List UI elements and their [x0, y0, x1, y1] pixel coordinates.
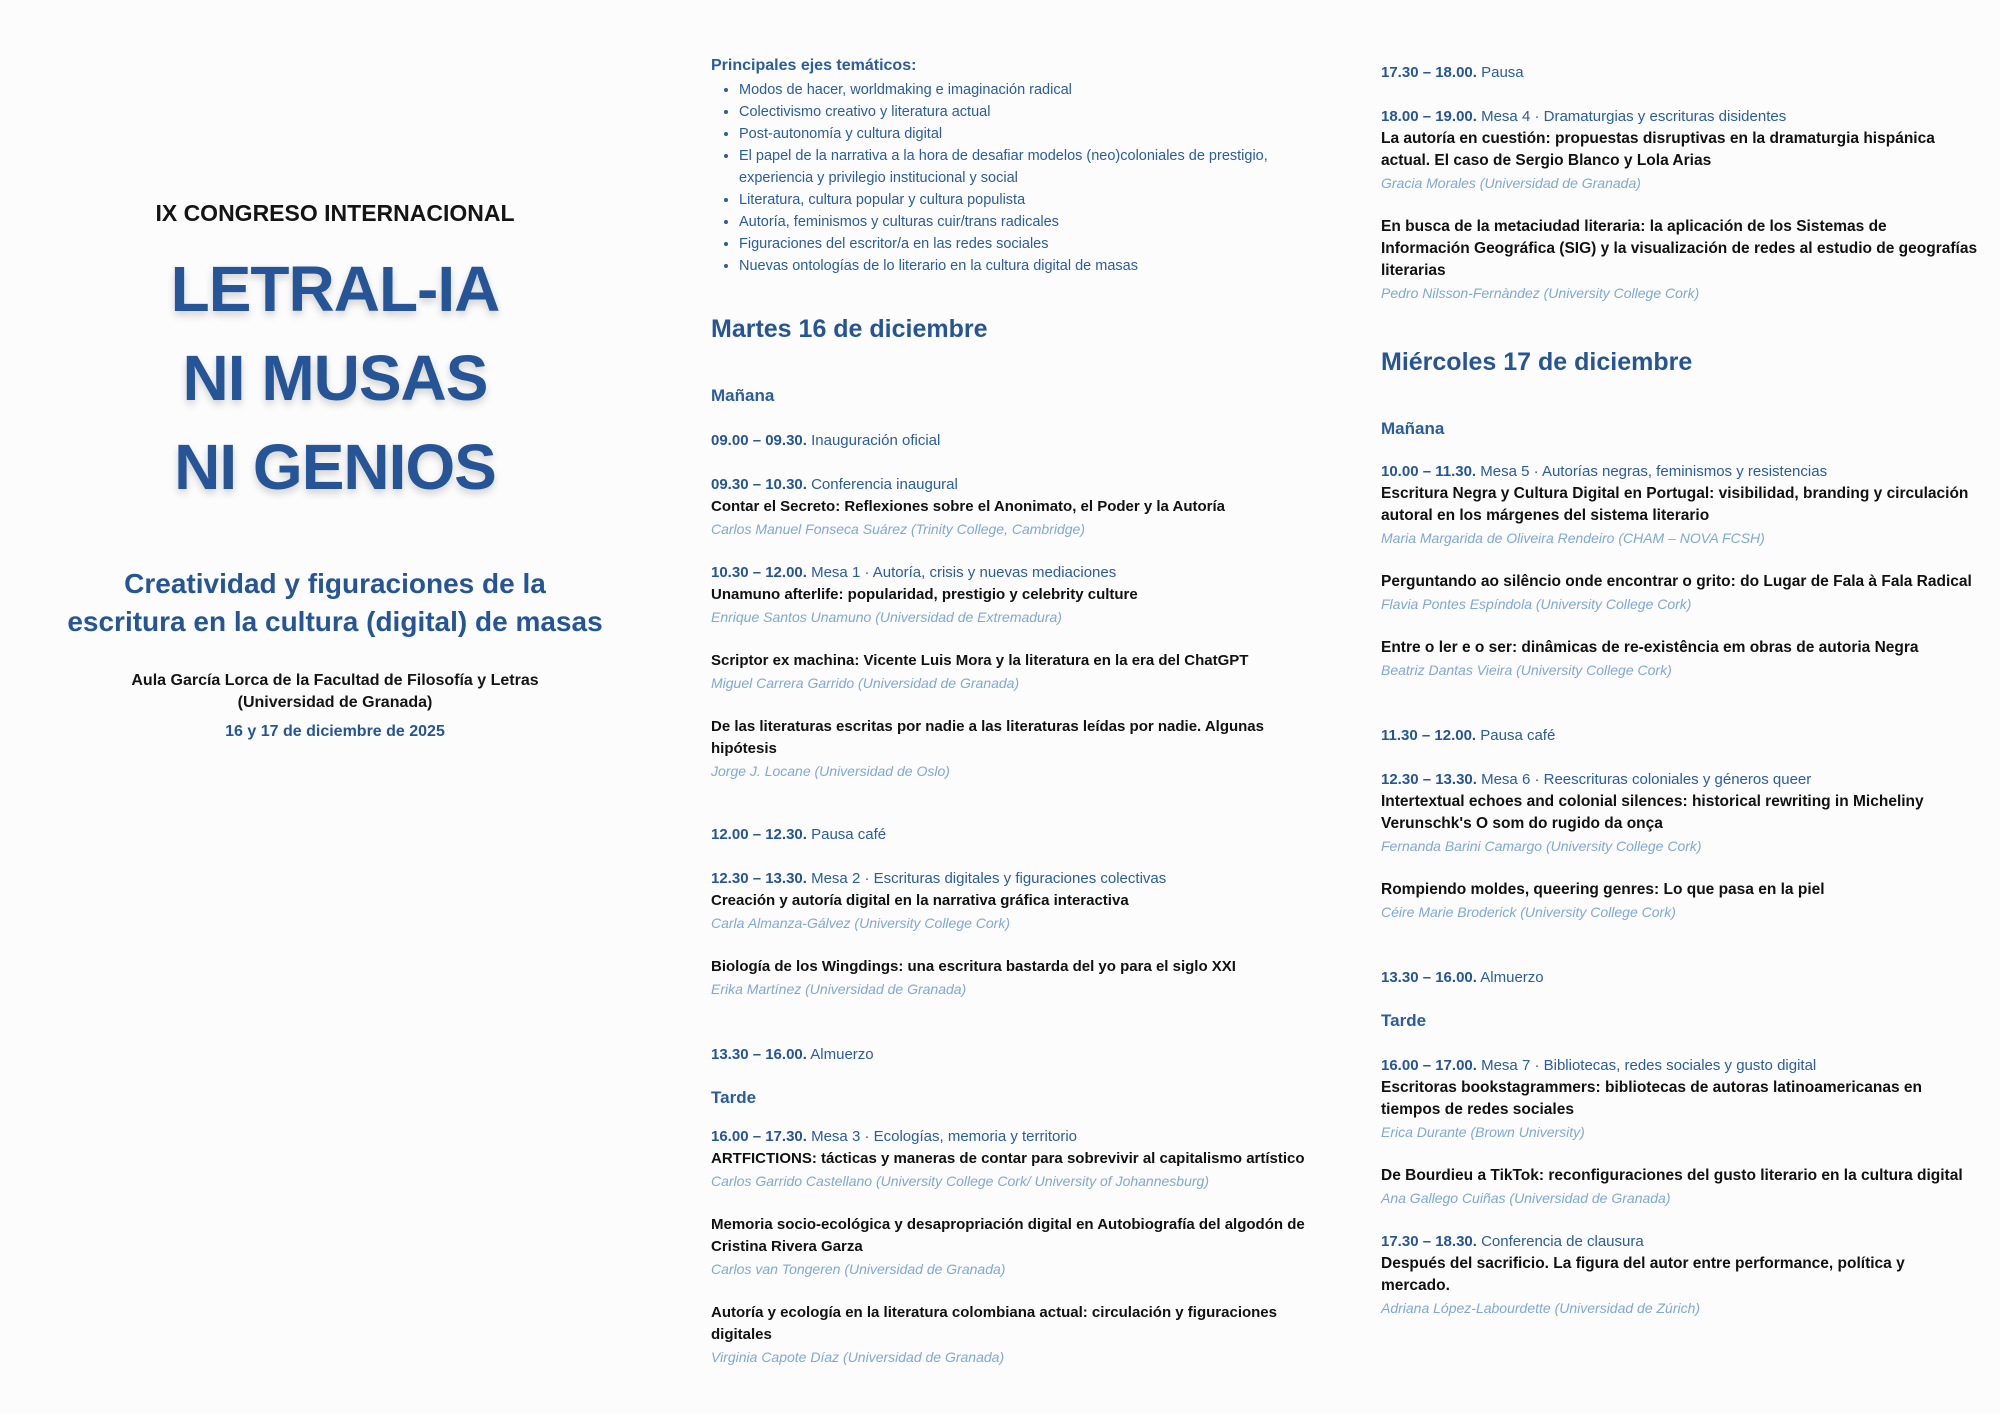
- slot-time: 16.00 – 17.00.: [1381, 1057, 1477, 1074]
- program-column-tuesday: [711, 57, 1311, 1368]
- talk-title: Scriptor ex machina: Vicente Luis Mora y la literatura en la era del ChatGPT: [711, 652, 1249, 669]
- venue-line: (Universidad de Granada): [237, 694, 433, 711]
- talk-title: De las literaturas escritas por nadie a las literaturas leídas por nadie. Algunas hipótesis: [711, 718, 1264, 757]
- slot-label: Mesa 7 · Bibliotecas, redes sociales y gusto digital: [1481, 1057, 1817, 1074]
- talk-title: Unamuno afterlife: popularidad, prestigio y celebrity culture: [711, 586, 1138, 603]
- title-line: NI MUSAS: [182, 342, 488, 414]
- list-item: • Modos de hacer, worldmaking e imaginación radical: [739, 79, 1311, 101]
- slot-label: Mesa 3 · Ecologías, memoria y territorio: [811, 1128, 1078, 1145]
- list-item: • El papel de la narrativa a la hora de desafiar modelos (neo)coloniales de prestigio, experiencia y privilegio institucional y social: [739, 145, 1311, 189]
- slot-time: 11.30 – 12.00.: [1381, 727, 1477, 744]
- talk-title: tiempos de redes sociales: [1381, 1101, 1574, 1118]
- slot-label: Mesa 5 · Autorías negras, feminismos y resistencias: [1480, 463, 1828, 480]
- venue-line: Aula García Lorca de la Facultad de Filosofía y Letras: [131, 672, 539, 689]
- axes-list: [711, 79, 1311, 277]
- slot-label: Conferencia de clausura: [1481, 1233, 1644, 1250]
- talk-title: La autoría en cuestión: propuestas disruptivas en la dramaturgia hispánica: [1381, 130, 1935, 147]
- schedule-block: [1381, 769, 1981, 923]
- talk-author: Beatriz Dantas Vieira (University College Cork): [1381, 662, 1672, 678]
- talk-title: Verunschk's O som do rugido da onça: [1381, 815, 1663, 832]
- list-item: • Literatura, cultura popular y cultura populista: [739, 189, 1311, 211]
- congress-label: IX CONGRESO INTERNACIONAL: [155, 200, 515, 226]
- talk-author: Carla Almanza-Gálvez (University College Cork): [711, 915, 1011, 931]
- day-heading: Miércoles 17 de diciembre: [1381, 348, 1693, 376]
- schedule-slot: [711, 824, 1311, 846]
- subtitle: [0, 565, 670, 641]
- slot-time: 13.30 – 16.00.: [1381, 969, 1477, 986]
- venue: [0, 670, 670, 714]
- talk-title: Creación y autoría digital en la narrativa gráfica interactiva: [711, 892, 1129, 909]
- slot-label: Conferencia inaugural: [811, 476, 958, 493]
- schedule-slot: [1381, 967, 1981, 989]
- slot-time: 17.30 – 18.30.: [1381, 1233, 1477, 1250]
- talk-title: Contar el Secreto: Reflexiones sobre el Anonimato, el Poder y la Autoría: [711, 498, 1226, 515]
- slot-label: Pausa: [1481, 64, 1524, 81]
- schedule-block: [1381, 1231, 1981, 1319]
- talk-title: Cristina Rivera Garza: [711, 1238, 863, 1255]
- slot-label: Pausa café: [1480, 727, 1556, 744]
- talk-author: Miguel Carrera Garrido (Universidad de Granada): [711, 675, 1020, 691]
- schedule-block: [711, 1126, 1311, 1368]
- talk-author: Carlos Manuel Fonseca Suárez (Trinity College, Cambridge): [711, 521, 1086, 537]
- talk-title: Biología de los Wingdings: una escritura bastarda del yo para el siglo XXI: [711, 958, 1236, 975]
- schedule-block: [1381, 1055, 1981, 1209]
- talk-author: Carlos Garrido Castellano (University College Cork/ University of Johannesburg): [711, 1173, 1209, 1189]
- slot-time: 10.30 – 12.00.: [711, 564, 807, 581]
- slot-time: 18.00 – 19.00.: [1381, 108, 1477, 125]
- talk-author: Virginia Capote Díaz (Universidad de Granada): [711, 1349, 1005, 1365]
- talk-author: Ana Gallego Cuiñas (Universidad de Granada): [1381, 1190, 1671, 1206]
- talk-author: Flavia Pontes Espíndola (University College Cork): [1381, 596, 1692, 612]
- program-column-wednesday: [1381, 62, 1981, 1319]
- talk-title: autoral en los márgenes del sistema literario: [1381, 507, 1710, 524]
- talk-author: Enrique Santos Unamuno (Universidad de Extremadura): [711, 609, 1062, 625]
- slot-label: Almuerzo: [810, 1046, 874, 1063]
- main-title: [0, 245, 670, 512]
- slot-time: 09.30 – 10.30.: [711, 476, 807, 493]
- list-item: • Post-autonomía y cultura digital: [739, 123, 1311, 145]
- schedule-block: [1381, 106, 1981, 304]
- schedule-block: [711, 474, 1311, 540]
- slot-time: 16.00 – 17.30.: [711, 1128, 807, 1145]
- day-heading: Martes 16 de diciembre: [711, 315, 988, 343]
- schedule-block: [1381, 461, 1981, 681]
- schedule-block: [711, 868, 1311, 1000]
- slot-label: Mesa 6 · Reescrituras coloniales y géneros queer: [1481, 771, 1812, 788]
- list-item: • Figuraciones del escritor/a en las redes sociales: [739, 233, 1311, 255]
- slot-time: 12.30 – 13.30.: [711, 870, 807, 887]
- talk-author: Adriana López-Labourdette (Universidad de Zúrich): [1381, 1300, 1701, 1316]
- slot-time: 13.30 – 16.00.: [711, 1046, 807, 1063]
- talk-author: Erika Martínez (Universidad de Granada): [711, 981, 967, 997]
- talk-title: Después del sacrificio. La figura del autor entre performance, política y: [1381, 1255, 1905, 1272]
- slot-label: Mesa 1 · Autoría, crisis y nuevas mediaciones: [811, 564, 1117, 581]
- slot-label: Inauguración oficial: [811, 432, 941, 449]
- talk-title: Memoria socio-ecológica y desapropriación digital en Autobiografía del algodón de: [711, 1216, 1305, 1233]
- list-item: • Autoría, feminismos y culturas cuir/trans radicales: [739, 211, 1311, 233]
- schedule-block: [711, 562, 1311, 782]
- section-heading: Tarde: [711, 1088, 757, 1107]
- schedule-slot: [711, 1044, 1311, 1066]
- slot-label: Pausa café: [811, 826, 887, 843]
- schedule-slot: [711, 430, 1311, 452]
- section-heading: Mañana: [711, 386, 775, 405]
- list-item: • Nuevas ontologías de lo literario en la cultura digital de masas: [739, 255, 1311, 277]
- talk-title: Escritoras bookstagrammers: bibliotecas de autoras latinoamericanas en: [1381, 1079, 1922, 1096]
- slot-time: 12.00 – 12.30.: [711, 826, 807, 843]
- slot-label: Mesa 2 · Escrituras digitales y figuraciones colectivas: [811, 870, 1167, 887]
- talk-title: Escritura Negra y Cultura Digital en Portugal: visibilidad, branding y circulación: [1381, 485, 1969, 502]
- talk-author: Céire Marie Broderick (University College Cork): [1381, 904, 1676, 920]
- talk-title: literarias: [1381, 262, 1446, 279]
- list-item: • Colectivismo creativo y literatura actual: [739, 101, 1311, 123]
- talk-author: Pedro Nilsson-Fernàndez (University College Cork): [1381, 285, 1700, 301]
- talk-title: Autoría y ecología en la literatura colombiana actual: circulación y figuraciones digitales: [711, 1304, 1277, 1343]
- event-dates: 16 y 17 de diciembre de 2025: [225, 723, 445, 740]
- schedule-slot: [1381, 62, 1981, 84]
- talk-title: ARTFICTIONS: tácticas y maneras de contar para sobrevivir al capitalismo artístico: [711, 1150, 1305, 1167]
- talk-title: mercado.: [1381, 1277, 1450, 1294]
- talk-title: Entre o ler e o ser: dinâmicas de re-existência em obras de autoria Negra: [1381, 639, 1919, 656]
- section-heading: Mañana: [1381, 419, 1445, 438]
- talk-title: Intertextual echoes and colonial silences: historical rewriting in Micheliny: [1381, 793, 1924, 810]
- talk-title: actual. El caso de Sergio Blanco y Lola Arias: [1381, 152, 1712, 169]
- title-line: LETRAL-IA: [170, 253, 500, 325]
- slot-time: 10.00 – 11.30.: [1381, 463, 1477, 480]
- schedule-slot: [1381, 725, 1981, 747]
- talk-author: Erica Durante (Brown University): [1381, 1124, 1585, 1140]
- talk-title: Información Geográfica (SIG) y la visualización de redes al estudio de geografías: [1381, 240, 1978, 257]
- talk-author: Jorge J. Locane (Universidad de Oslo): [711, 763, 950, 779]
- slot-time: 09.00 – 09.30.: [711, 432, 807, 449]
- talk-title: De Bourdieu a TikTok: reconfiguraciones del gusto literario en la cultura digital: [1381, 1167, 1963, 1184]
- slot-time: 12.30 – 13.30.: [1381, 771, 1477, 788]
- slot-time: 17.30 – 18.00.: [1381, 64, 1477, 81]
- talk-title: Rompiendo moldes, queering genres: Lo que pasa en la piel: [1381, 881, 1825, 898]
- talk-author: Gracia Morales (Universidad de Granada): [1381, 175, 1641, 191]
- cover-panel: [0, 0, 670, 1414]
- axes-title: Principales ejes temáticos:: [711, 57, 917, 74]
- talk-title: En busca de la metaciudad literaria: la aplicación de los Sistemas de: [1381, 218, 1887, 235]
- subtitle-line: Creatividad y figuraciones de la: [124, 568, 546, 599]
- subtitle-line: escritura en la cultura (digital) de masas: [67, 606, 603, 637]
- slot-label: Almuerzo: [1480, 969, 1544, 986]
- talk-author: Fernanda Barini Camargo (University College Cork): [1381, 838, 1702, 854]
- talk-author: Carlos van Tongeren (Universidad de Granada): [711, 1261, 1006, 1277]
- talk-author: Maria Margarida de Oliveira Rendeiro (CHAM – NOVA FCSH): [1381, 530, 1765, 546]
- section-heading: Tarde: [1381, 1011, 1427, 1030]
- title-line: NI GENIOS: [174, 431, 496, 503]
- slot-label: Mesa 4 · Dramaturgias y escrituras disidentes: [1481, 108, 1787, 125]
- talk-title: Perguntando ao silêncio onde encontrar o grito: do Lugar de Fala à Fala Radical: [1381, 573, 1972, 590]
